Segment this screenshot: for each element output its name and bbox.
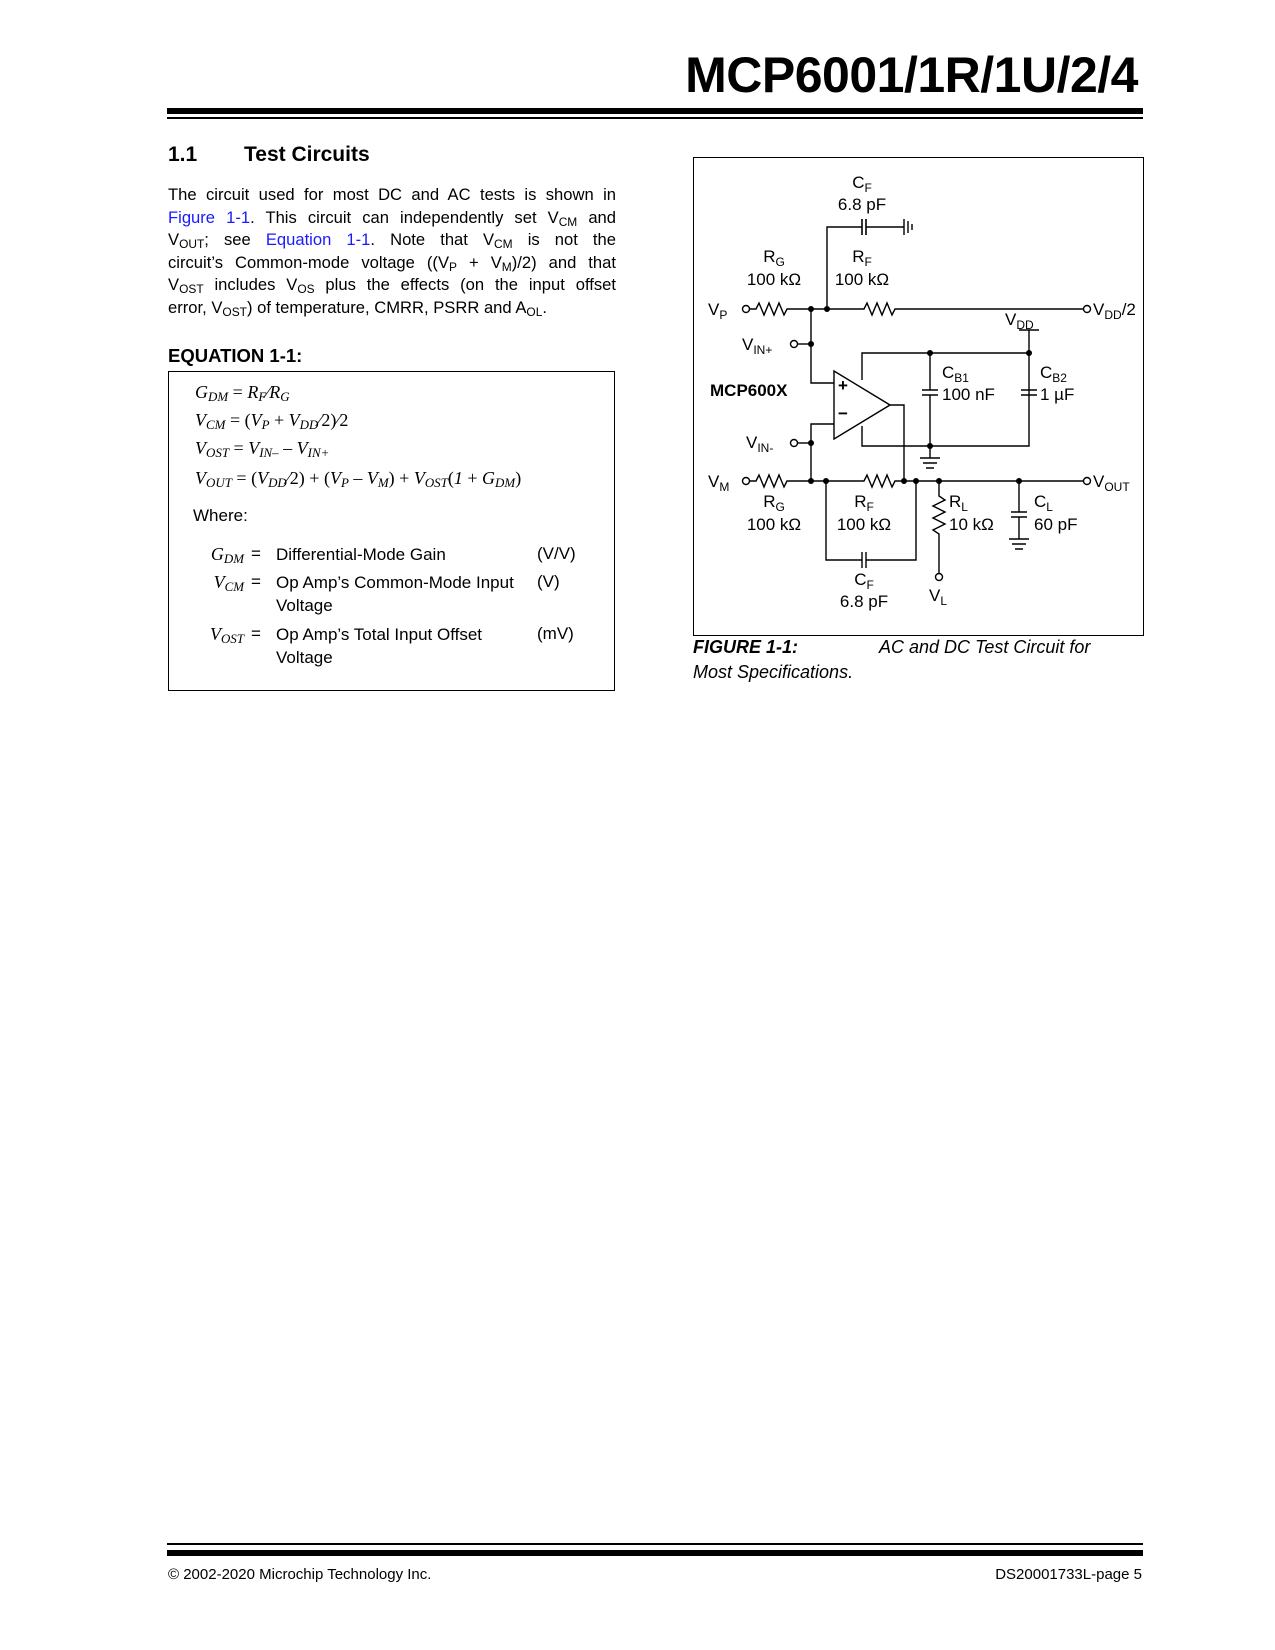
rl-value: 10 kΩ [949, 515, 994, 534]
definition-equals: = [251, 624, 261, 643]
opamp-minus-sign: − [838, 404, 848, 423]
definition-unit: (mV) [537, 624, 574, 643]
definition-symbol: $V_{OST}$ [209, 624, 244, 647]
definition-equals: = [251, 572, 261, 591]
cross-reference-link[interactable]: Equation 1-1 [265, 230, 371, 249]
rf-bot-label: $R_F$ [854, 492, 874, 514]
paragraph-line: Figure 1-1. This circuit can independently set $V_{CM}$ and [168, 207, 617, 229]
footer-copyright: © 2002-2020 Microchip Technology Inc. [168, 1566, 432, 1583]
footer-rule-thick [167, 1550, 1143, 1556]
node-vin-minus-label: $V_{IN-}$ [746, 433, 774, 455]
node-vdd-label: $V_{DD}$ [1005, 310, 1034, 332]
footer-rule-thin [167, 1543, 1143, 1545]
rl-label: $R_L$ [949, 492, 968, 514]
equation-title: EQUATION 1-1: [168, 345, 303, 366]
definition-symbol: $G_{DM}$ [210, 544, 244, 567]
rg-top-value: 100 kΩ [746, 270, 802, 289]
header-rule-thin [167, 117, 1143, 119]
paragraph-line: circuit’s Common-mode voltage $((V_P + V_M)/2)$ and that [168, 252, 616, 274]
figure-caption-line1: AC and DC Test Circuit for [879, 637, 1091, 657]
equation-line-vout: $V_{OUT}$ = $(V_{DD}∕2) + (V_P - V_M) + V_{OST}(1 + G_{DM})$ [195, 468, 522, 491]
definition-text: Differential-Mode Gain [276, 545, 446, 564]
equation-line-vost: $V_{OST} = V_{IN-} - V_{IN+}$ [195, 438, 330, 461]
equation-box [168, 371, 615, 691]
cf-bot-value: 6.8 pF [839, 592, 889, 611]
node-vp-label: $V_P$ [708, 300, 728, 322]
node-vin-plus-label: $V_{IN+}$ [742, 335, 773, 357]
cb2-label: $C_{B2}$ [1040, 363, 1067, 385]
body-paragraph [168, 184, 616, 319]
paragraph-line: $V_{OST}$ includes $V_{OS}$ plus the effects (on the input offset [168, 275, 617, 296]
cf-top-label: $C_F$ [852, 173, 872, 195]
header-rule-thick [167, 108, 1143, 114]
rf-top-label: $R_F$ [852, 247, 872, 269]
definition-equals: = [251, 544, 261, 563]
definition-text: Op Amp’s Total Input Offset Voltage [276, 625, 483, 667]
cf-top-value: 6.8 pF [837, 195, 887, 214]
document-header-title: MCP6001/1R/1U/2/4 [685, 47, 1138, 103]
definition-text: Op Amp’s Common-Mode Input Voltage [276, 573, 514, 615]
section-title: Test Circuits [244, 143, 370, 166]
paragraph-line: error, $V_{OST}$) of temperature, CMRR, PSRR and $A_{OL}$. [168, 297, 547, 319]
test-circuit-schematic [694, 158, 1143, 635]
paragraph-line: The circuit used for most DC and AC tests is shown in [168, 185, 616, 204]
footer-doc-page: DS20001733L-page 5 [995, 1566, 1142, 1583]
cb1-value: 100 nF [942, 385, 995, 404]
equation-line-vcm: $V_{CM} = (V_P$ + $V_{DD}∕2)∕2$ [195, 410, 349, 433]
rg-bot-value: 100 kΩ [746, 515, 802, 534]
opamp-part-label: MCP600X [710, 381, 788, 400]
definition-unit: (V/V) [537, 544, 576, 563]
figure-label: FIGURE 1-1: [693, 637, 799, 657]
where-label: Where: [193, 506, 248, 525]
node-vm-label: $V_M$ [708, 472, 730, 494]
equation-line-gdm: $G_{DM}$ = $R_F∕R_G$ [195, 382, 290, 405]
section-number: 1.1 [168, 143, 198, 166]
cf-bot-label: $C_F$ [854, 570, 874, 592]
cl-value: 60 pF [1034, 515, 1078, 534]
figure-caption-line2: Most Specifications. [693, 662, 854, 682]
figure-caption [693, 635, 1143, 685]
rg-bot-label: $R_G$ [763, 492, 785, 514]
rf-top-value: 100 kΩ [834, 270, 890, 289]
cb2-value: 1 µF [1040, 385, 1075, 404]
cb1-label: $C_{B1}$ [942, 363, 969, 385]
rg-top-label: $R_G$ [763, 247, 785, 269]
definition-symbol: $V_{CM}$ [213, 572, 244, 595]
node-vdd2-label: $V_{DD}/2$ [1093, 300, 1136, 322]
rf-bot-value: 100 kΩ [836, 515, 892, 534]
cl-label: $C_L$ [1034, 492, 1053, 514]
definition-unit: (V) [537, 572, 560, 591]
node-vl-label: $V_L$ [929, 586, 948, 608]
node-vout-label: $V_{OUT}$ [1093, 472, 1130, 494]
figure-circuit-box [693, 157, 1144, 636]
opamp-plus-sign: + [838, 376, 848, 395]
paragraph-line: $V_{OUT}$; see Equation 1-1. Note that $V_{CM}$ is not the [168, 230, 616, 251]
cross-reference-link[interactable]: Figure 1-1 [168, 207, 251, 227]
section-heading [168, 143, 370, 167]
